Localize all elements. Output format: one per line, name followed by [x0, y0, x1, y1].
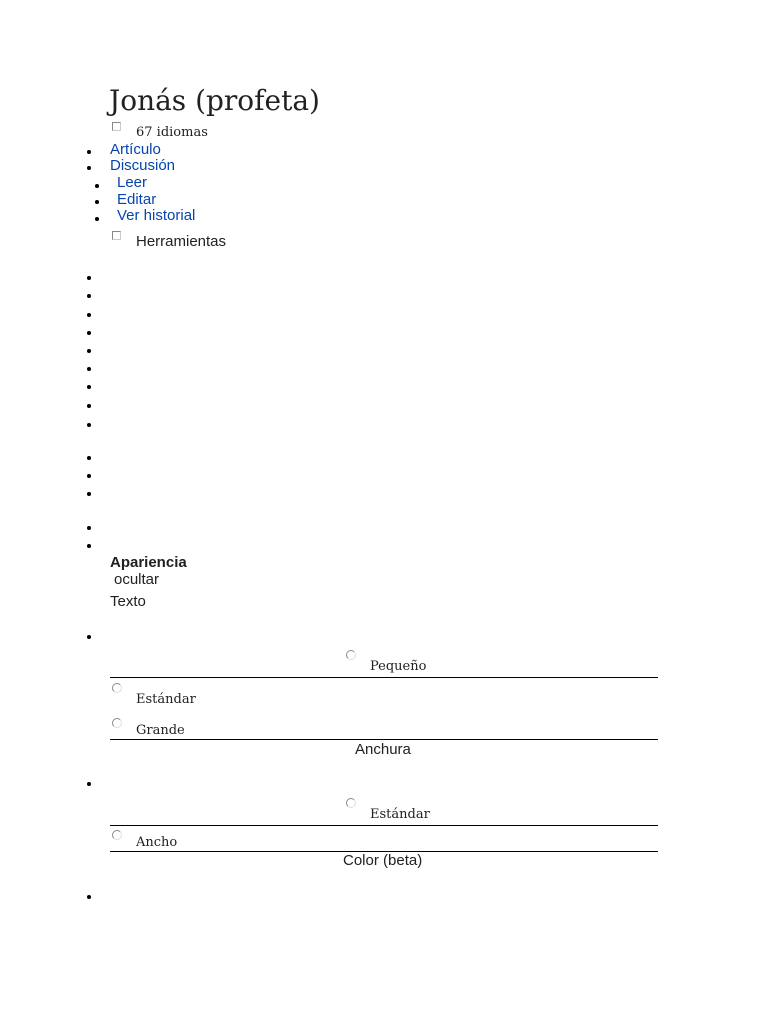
tab-history[interactable]: Ver historial [117, 207, 196, 224]
divider [110, 677, 658, 678]
tab-discussion[interactable]: Discusión [110, 157, 176, 174]
list-item [87, 635, 91, 639]
width-standard-radio[interactable] [346, 798, 356, 808]
list-item [87, 313, 91, 317]
list-item [87, 782, 91, 786]
width-label: Anchura [355, 741, 411, 758]
list-item [87, 385, 91, 389]
languages-checkbox[interactable] [112, 122, 121, 131]
list-item [87, 544, 91, 548]
tab-article[interactable]: Artículo [110, 141, 161, 158]
text-size-large-radio[interactable] [112, 718, 122, 728]
bullet [87, 150, 91, 154]
page-title: Jonás (profeta) [109, 84, 320, 117]
text-size-standard-radio[interactable] [112, 683, 122, 693]
color-label: Color (beta) [343, 852, 423, 869]
list-item [87, 367, 91, 371]
languages-button[interactable]: 67 idiomas [136, 125, 208, 140]
list-item [87, 895, 91, 899]
text-size-standard-label: Estándar [136, 692, 196, 707]
bullet [95, 200, 99, 204]
list-item [87, 331, 91, 335]
bullet [95, 217, 99, 221]
text-size-small-label: Pequeño [370, 659, 427, 674]
list-item [87, 423, 91, 427]
text-size-large-label: Grande [136, 723, 185, 738]
tools-button[interactable]: Herramientas [136, 233, 227, 250]
list-item [87, 276, 91, 280]
text-size-label: Texto [110, 593, 146, 610]
list-item [87, 474, 91, 478]
text-size-small-radio[interactable] [346, 650, 356, 660]
bullet [87, 166, 91, 170]
appearance-heading: Apariencia [110, 554, 187, 571]
list-item [87, 456, 91, 460]
list-item [87, 349, 91, 353]
list-item [87, 404, 91, 408]
list-item [87, 526, 91, 530]
divider [110, 739, 658, 740]
tools-checkbox[interactable] [112, 231, 121, 240]
tab-edit[interactable]: Editar [117, 191, 157, 208]
width-standard-label: Estándar [370, 807, 430, 822]
width-wide-label: Ancho [136, 835, 178, 850]
divider [110, 825, 658, 826]
tab-read[interactable]: Leer [117, 174, 148, 191]
bullet [95, 184, 99, 188]
appearance-hide-button[interactable]: ocultar [114, 571, 160, 588]
list-item [87, 492, 91, 496]
list-item [87, 294, 91, 298]
width-wide-radio[interactable] [112, 830, 122, 840]
